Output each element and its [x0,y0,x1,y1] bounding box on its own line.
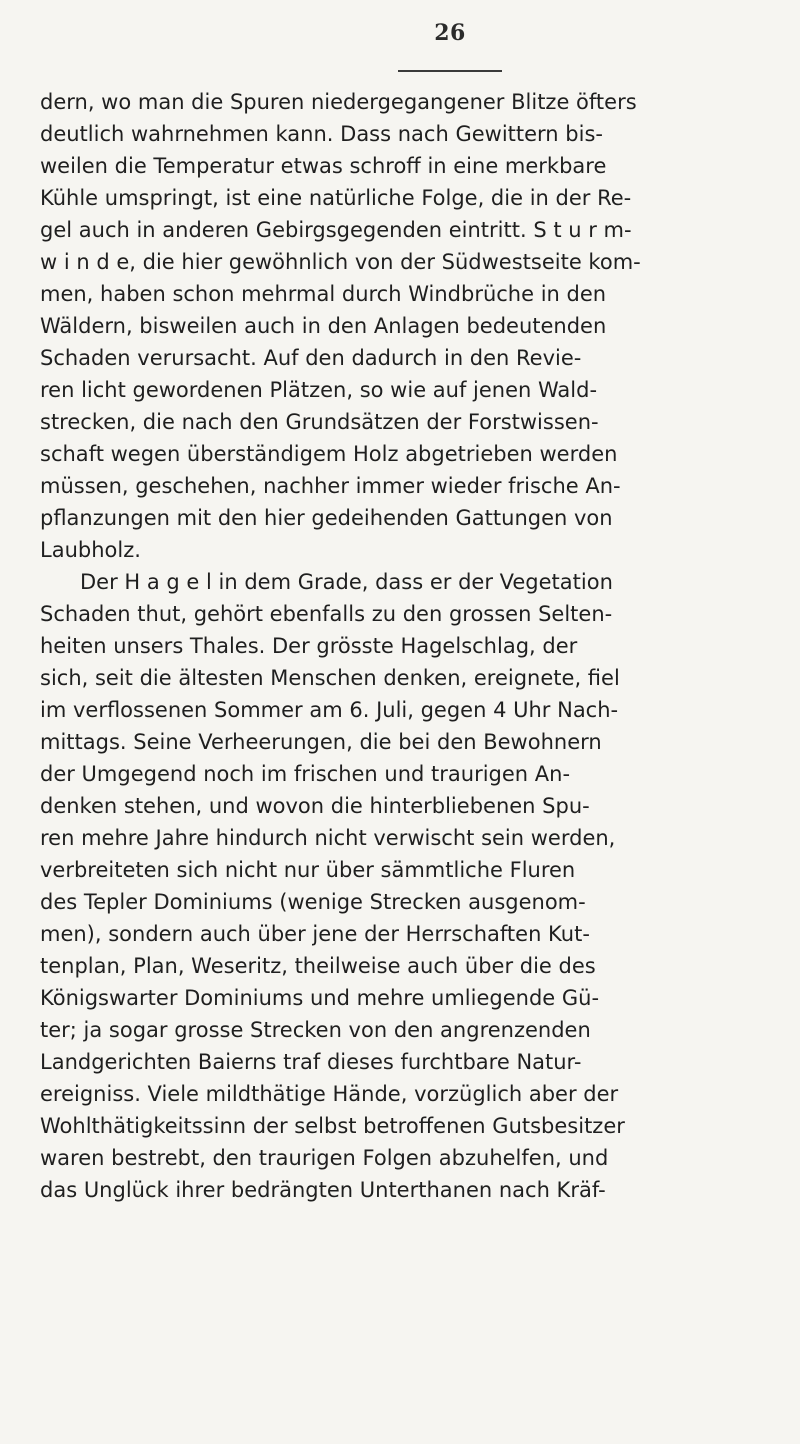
text-line: ter; ja sogar grosse Strecken von den angrenzenden [40,1018,591,1042]
text-line: des Tepler Dominiums (wenige Strecken ausgenom- [40,890,586,914]
text-line: men, haben schon mehrmal durch Windbrüche in den [40,282,607,306]
text-line: sich, seit die ältesten Menschen denken, ereignete, fiel [40,666,620,690]
text-line: tenplan, Plan, Weseritz, theilweise auch über die des [40,954,596,978]
text-line: w i n d e, die hier gewöhnlich von der Südwestseite kom- [40,250,641,274]
text-line: heiten unsers Thales. Der grösste Hagelschlag, der [40,634,578,658]
text-line: Schaden verursacht. Auf den dadurch in den Revie- [40,346,582,370]
text-line: verbreiteten sich nicht nur über sämmtliche Fluren [40,858,576,882]
text-line: pflanzungen mit den hier gedeihenden Gattungen von [40,506,613,530]
text-line: das Unglück ihrer bedrängten Unterthanen nach Kräf- [40,1178,606,1202]
paragraph-first-line: Der H a g e l in dem Grade, dass er der Vegetation [80,570,613,594]
text-line: schaft wegen überständigem Holz abgetrieben werden [40,442,618,466]
text-line: denken stehen, und wovon die hinterbliebenen Spu- [40,794,590,818]
text-line: Wäldern, bisweilen auch in den Anlagen bedeutenden [40,314,607,338]
text-line: ren licht gewordenen Plätzen, so wie auf jenen Wald- [40,378,598,402]
text-line: Kühle umspringt, ist eine natürliche Folge, die in der Re- [40,186,632,210]
body-text [40,86,776,1206]
text-line: der Umgegend noch im frischen und traurigen An- [40,762,571,786]
text-line: Königswarter Dominiums und mehre umliegende Gü- [40,986,600,1010]
text-line: Schaden thut, gehört ebenfalls zu den grossen Selten- [40,602,613,626]
text-line: waren bestrebt, den traurigen Folgen abzuhelfen, und [40,1146,609,1170]
text-line: deutlich wahrnehmen kann. Dass nach Gewittern bis- [40,122,603,146]
text-line: mittags. Seine Verheerungen, die bei den Bewohnern [40,730,602,754]
text-line: strecken, die nach den Grundsätzen der Forstwissen- [40,410,599,434]
text-line: men), sondern auch über jene der Herrschaften Kut- [40,922,590,946]
text-line: Laubholz. [40,538,141,562]
text-line: dern, wo man die Spuren niedergegangener Blitze öfters [40,90,637,114]
page-number: 26 [434,20,466,46]
page-number-rule [398,70,502,72]
text-line: müssen, geschehen, nachher immer wieder frische An- [40,474,621,498]
text-line: im verflossenen Sommer am 6. Juli, gegen 4 Uhr Nach- [40,698,619,722]
text-line: Landgerichten Baierns traf dieses furchtbare Natur- [40,1050,582,1074]
text-line: weilen die Temperatur etwas schroff in eine merkbare [40,154,607,178]
text-line: gel auch in anderen Gebirgsgegenden eintritt. S t u r m- [40,218,632,242]
text-line: Wohlthätigkeitssinn der selbst betroffenen Gutsbesitzer [40,1114,625,1138]
text-line: ereigniss. Viele mildthätige Hände, vorzüglich aber der [40,1082,619,1106]
text-line: ren mehre Jahre hindurch nicht verwischt sein werden, [40,826,616,850]
